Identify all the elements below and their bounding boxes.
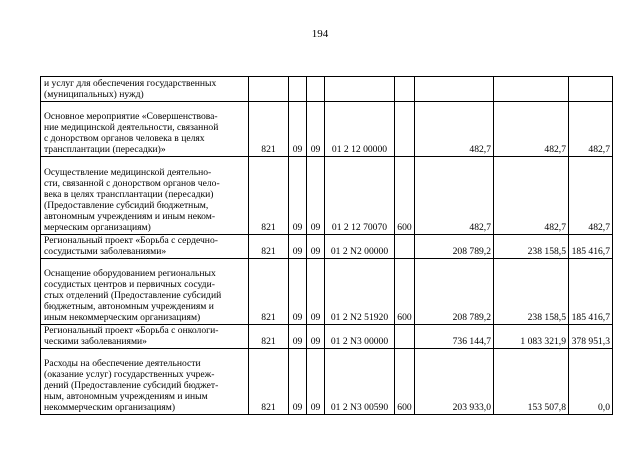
page-number: 194 xyxy=(311,28,329,40)
cell-ministry: 821 xyxy=(249,235,289,259)
cell-section xyxy=(289,77,307,102)
cell-y2: 238 158,5 xyxy=(494,259,569,325)
table-row xyxy=(41,157,613,235)
cell-subsection: 09 xyxy=(307,259,325,325)
cell-ministry xyxy=(249,77,289,102)
table-row xyxy=(41,102,613,157)
cell-description: и услуг для обеспечения государственных (муниципальных) нужд) xyxy=(41,77,249,102)
table-row xyxy=(41,235,613,259)
cell-y3 xyxy=(569,77,613,102)
cell-expense-type: 600 xyxy=(395,349,415,415)
table-row xyxy=(41,349,613,415)
cell-y1: 482,7 xyxy=(415,157,494,235)
cell-y1 xyxy=(415,77,494,102)
budget-table xyxy=(40,76,613,415)
cell-subsection: 09 xyxy=(307,349,325,415)
cell-y3: 0,0 xyxy=(569,349,613,415)
cell-description: Региональный проект «Борьба с онкологи- ческими заболеваниями» xyxy=(41,325,249,349)
cell-description: Основное мероприятие «Совершенствова- ние медицинской деятельности, связанной с донорством органов человека в целях трансплантации (пересадки)» xyxy=(41,102,249,157)
cell-y3: 378 951,3 xyxy=(569,325,613,349)
cell-y1: 203 933,0 xyxy=(415,349,494,415)
cell-y1: 208 789,2 xyxy=(415,259,494,325)
cell-section: 09 xyxy=(289,157,307,235)
cell-y1: 482,7 xyxy=(415,102,494,157)
table-row xyxy=(41,259,613,325)
cell-y3: 482,7 xyxy=(569,102,613,157)
cell-ministry: 821 xyxy=(249,349,289,415)
cell-description: Расходы на обеспечение деятельности (оказание услуг) государственных учреж- дений (Предоставление субсидий бюджет- ным, автономным учреждениям и иным некоммерческим организациям) xyxy=(41,349,249,415)
cell-section: 09 xyxy=(289,102,307,157)
cell-subsection xyxy=(307,77,325,102)
cell-target: 01 2 12 70070 xyxy=(325,157,395,235)
cell-y1: 736 144,7 xyxy=(415,325,494,349)
cell-target: 01 2 N2 00000 xyxy=(325,235,395,259)
table-row xyxy=(41,77,613,102)
cell-expense-type: 600 xyxy=(395,259,415,325)
cell-expense-type xyxy=(395,77,415,102)
cell-subsection: 09 xyxy=(307,157,325,235)
cell-ministry: 821 xyxy=(249,157,289,235)
cell-y2: 482,7 xyxy=(494,102,569,157)
cell-y3: 185 416,7 xyxy=(569,259,613,325)
cell-description: Осуществление медицинской деятельно- сти, связанной с донорством органов чело- века в целях трансплантации (пересадки) (Предоставление субсидий бюджетным, автономным учреждениям и иным неком- мерческим организациям) xyxy=(41,157,249,235)
cell-description: Региональный проект «Борьба с сердечно- сосудистыми заболеваниями» xyxy=(41,235,249,259)
cell-subsection: 09 xyxy=(307,235,325,259)
cell-ministry: 821 xyxy=(249,325,289,349)
cell-section: 09 xyxy=(289,259,307,325)
cell-subsection: 09 xyxy=(307,325,325,349)
cell-y2: 153 507,8 xyxy=(494,349,569,415)
cell-target: 01 2 N2 51920 xyxy=(325,259,395,325)
cell-ministry: 821 xyxy=(249,259,289,325)
cell-y2: 482,7 xyxy=(494,157,569,235)
cell-description: Оснащение оборудованием региональных сосудистых центров и первичных сосуди- стых отделений (Предоставление субсидий бюджетным, автономным учреждениям и иным некоммерческим организациям) xyxy=(41,259,249,325)
cell-section: 09 xyxy=(289,325,307,349)
cell-target: 01 2 N3 00590 xyxy=(325,349,395,415)
cell-expense-type xyxy=(395,325,415,349)
table-row xyxy=(41,325,613,349)
cell-expense-type: 600 xyxy=(395,157,415,235)
cell-section: 09 xyxy=(289,349,307,415)
cell-expense-type xyxy=(395,235,415,259)
cell-ministry: 821 xyxy=(249,102,289,157)
cell-section: 09 xyxy=(289,235,307,259)
cell-y2: 238 158,5 xyxy=(494,235,569,259)
cell-expense-type xyxy=(395,102,415,157)
cell-target: 01 2 12 00000 xyxy=(325,102,395,157)
cell-y1: 208 789,2 xyxy=(415,235,494,259)
cell-y2: 1 083 321,9 xyxy=(494,325,569,349)
cell-target xyxy=(325,77,395,102)
cell-y3: 185 416,7 xyxy=(569,235,613,259)
cell-y2 xyxy=(494,77,569,102)
cell-subsection: 09 xyxy=(307,102,325,157)
cell-y3: 482,7 xyxy=(569,157,613,235)
cell-target: 01 2 N3 00000 xyxy=(325,325,395,349)
